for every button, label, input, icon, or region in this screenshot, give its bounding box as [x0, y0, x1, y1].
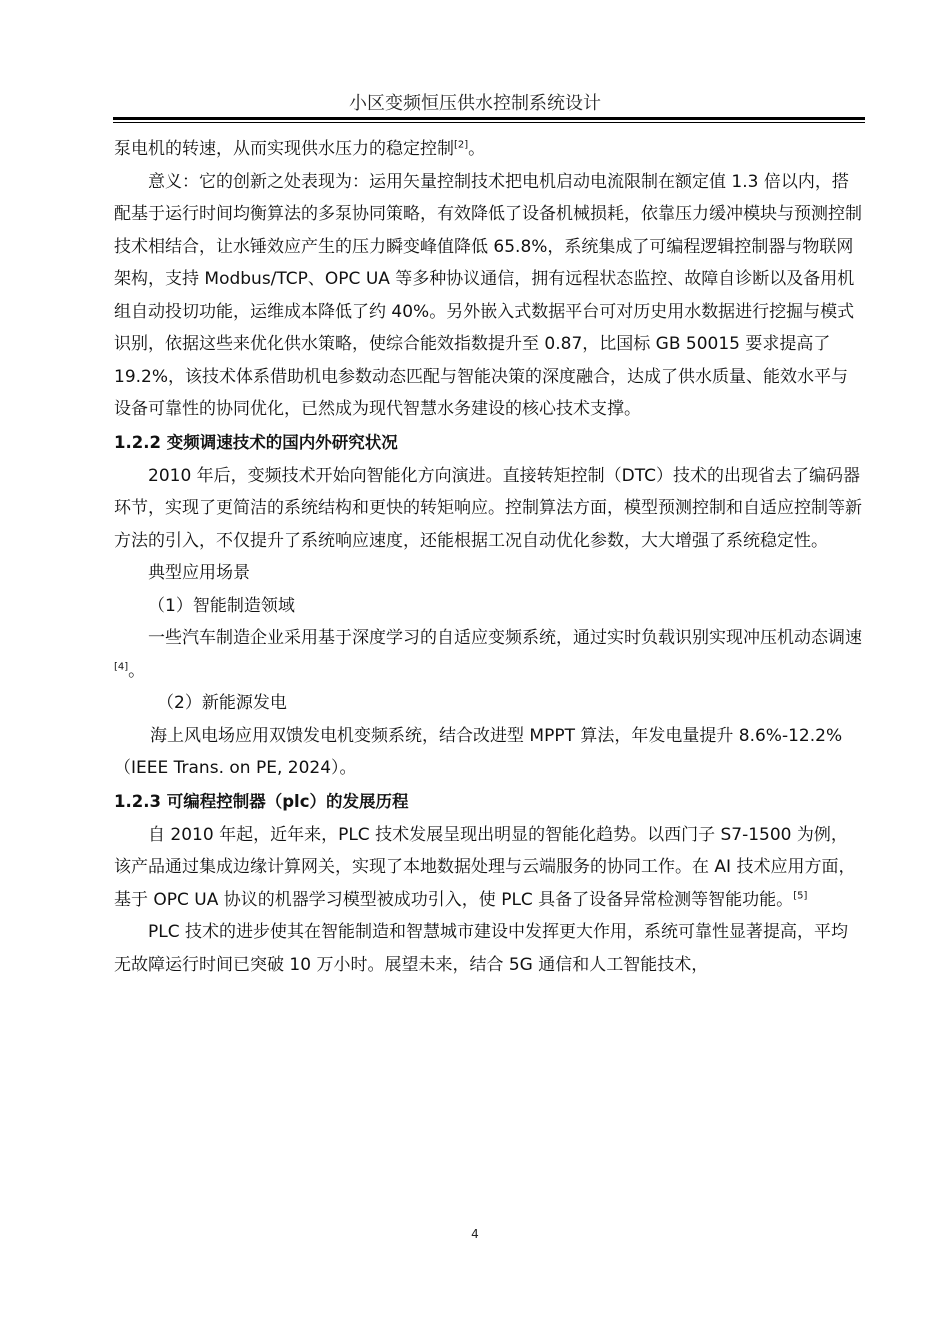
- section-heading-1-2-3: 1.2.3 可编程控制器（plc）的发展历程: [114, 791, 409, 811]
- citation: [5]: [793, 889, 808, 901]
- list-item-smart-manufacturing: （1）智能制造领域: [148, 595, 295, 616]
- paragraph-plc-future: PLC 技术的进步使其在智能制造和智慧城市建设中发挥更大作用，系统可靠性显著提高，平均无故障运行时间已突破 10 万小时。展望未来，结合 5G 通信和人工智能技术，: [114, 922, 848, 975]
- subheading-application-scenarios: 典型应用场景: [148, 563, 250, 583]
- header-rule-thin: [113, 122, 865, 123]
- paragraph-new-energy: 海上风电场应用双馈发电机变频系统，结合改进型 MPPT 算法，年发电量提升 8.6%-12.2%（IEEE Trans. on PE, 2024）。: [114, 725, 843, 778]
- running-header: 小区变频恒压供水控制系统设计: [349, 93, 601, 114]
- paragraph-significance: 意义：它的创新之处表现为：运用矢量控制技术把电机启动电流限制在额定值 1.3 倍以内，搭配基于运行时间均衡算法的多泵协同策略，有效降低了设备机械损耗，依靠压力缓冲模块与预测控制技术相结合，让水锤效应产生的压力瞬变峰值降低 65.8%，系统集成了可编程逻辑控制器与物联网架构，支持 Modbus/TCP、OPC UA 等多种协议通信，拥有远程状态监控、故障自诊断以及备用机组自动投切功能，运维成本降低了约 40%。另外嵌入式数据平台可对历史用水数据进行挖掘与模式识别，依据这些来优化供水策略，使综合能效指数提升至 0.87，比国标 GB 50015 要求提高了 19.2%，该技术体系借助机电参数动态匹配与智能决策的深度融合，达成了供水质量、能效水平与设备可靠性的协同优化，已然成为现代智慧水务建设的核心技术支撑。: [114, 171, 862, 419]
- paragraph-smart-manufacturing: 一些汽车制造企业采用基于深度学习的自适应变频系统，通过实时负载识别实现冲压机动态调速[4]。: [114, 628, 862, 681]
- paragraph-plc-history: 自 2010 年起，近年来，PLC 技术发展呈现出明显的智能化趋势。以西门子 S7-1500 为例，该产品通过集成边缘计算网关，实现了本地数据处理与云端服务的协同工作。在 AI 技术应用方面，基于 OPC UA 协议的机器学习模型被成功引入，使 PLC 具备了设备异常检测等智能功能。[5]: [114, 824, 856, 910]
- page-number: 4: [471, 1227, 479, 1241]
- section-heading-1-2-2: 1.2.2 变频调速技术的国内外研究状况: [114, 432, 398, 452]
- list-item-new-energy: （2）新能源发电: [157, 693, 287, 713]
- paragraph-vfd-research: 2010 年后，变频技术开始向智能化方向演进。直接转矩控制（DTC）技术的出现省去了编码器环节，实现了更简洁的系统结构和更快的转矩响应。控制算法方面，模型预测控制和自适应控制等新方法的引入，不仅提升了系统响应速度，还能根据工况自动优化参数，大大增强了系统稳定性。: [114, 465, 862, 551]
- citation: [4]: [114, 660, 129, 672]
- page-body: [114, 133, 862, 981]
- citation: [2]: [454, 139, 469, 151]
- header-rule-thick: [113, 117, 865, 120]
- paragraph-continuation: 泵电机的转速，从而实现供水压力的稳定控制[2]。: [114, 139, 486, 159]
